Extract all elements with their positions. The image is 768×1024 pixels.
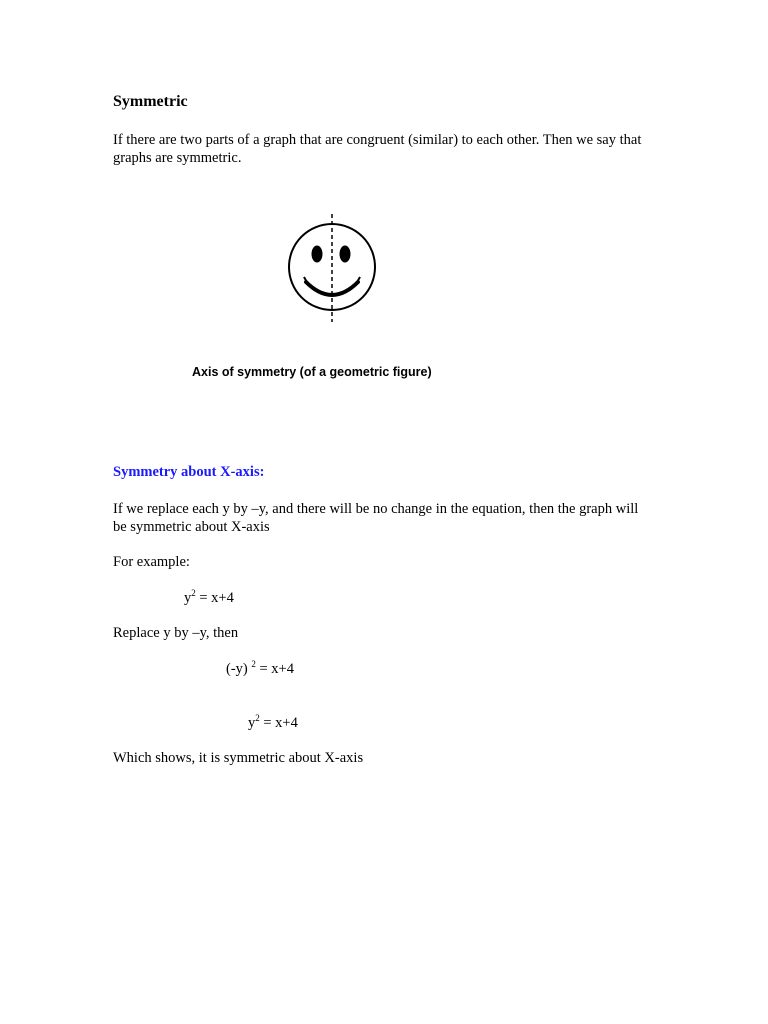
page-title: Symmetric (113, 93, 188, 110)
symmetry-figure (280, 210, 384, 326)
figure-caption: Axis of symmetry (of a geometric figure) (192, 365, 432, 379)
conclusion-text: Which shows, it is symmetric about X-axis (113, 750, 364, 766)
section-heading: Symmetry about X-axis: (113, 464, 265, 480)
equation-2: (-y) $^2$ = x+4 (226, 659, 294, 677)
smiley-face-icon (280, 210, 384, 326)
replace-text: Replace y by –y, then (113, 625, 239, 641)
intro-paragraph: If there are two parts of a graph that are congruent (similar) to each other. Then we say that graphs are symmetric. (113, 132, 642, 166)
equation-1: $y^2 = x+4$ (184, 588, 234, 606)
example-label: For example: (113, 554, 190, 570)
equation-3: $y^2 = x+4$ (248, 713, 298, 731)
rule-paragraph: If we replace each y by –y, and there will be no change in the equation, then the graph will be symmetric about X-axis (113, 501, 639, 535)
